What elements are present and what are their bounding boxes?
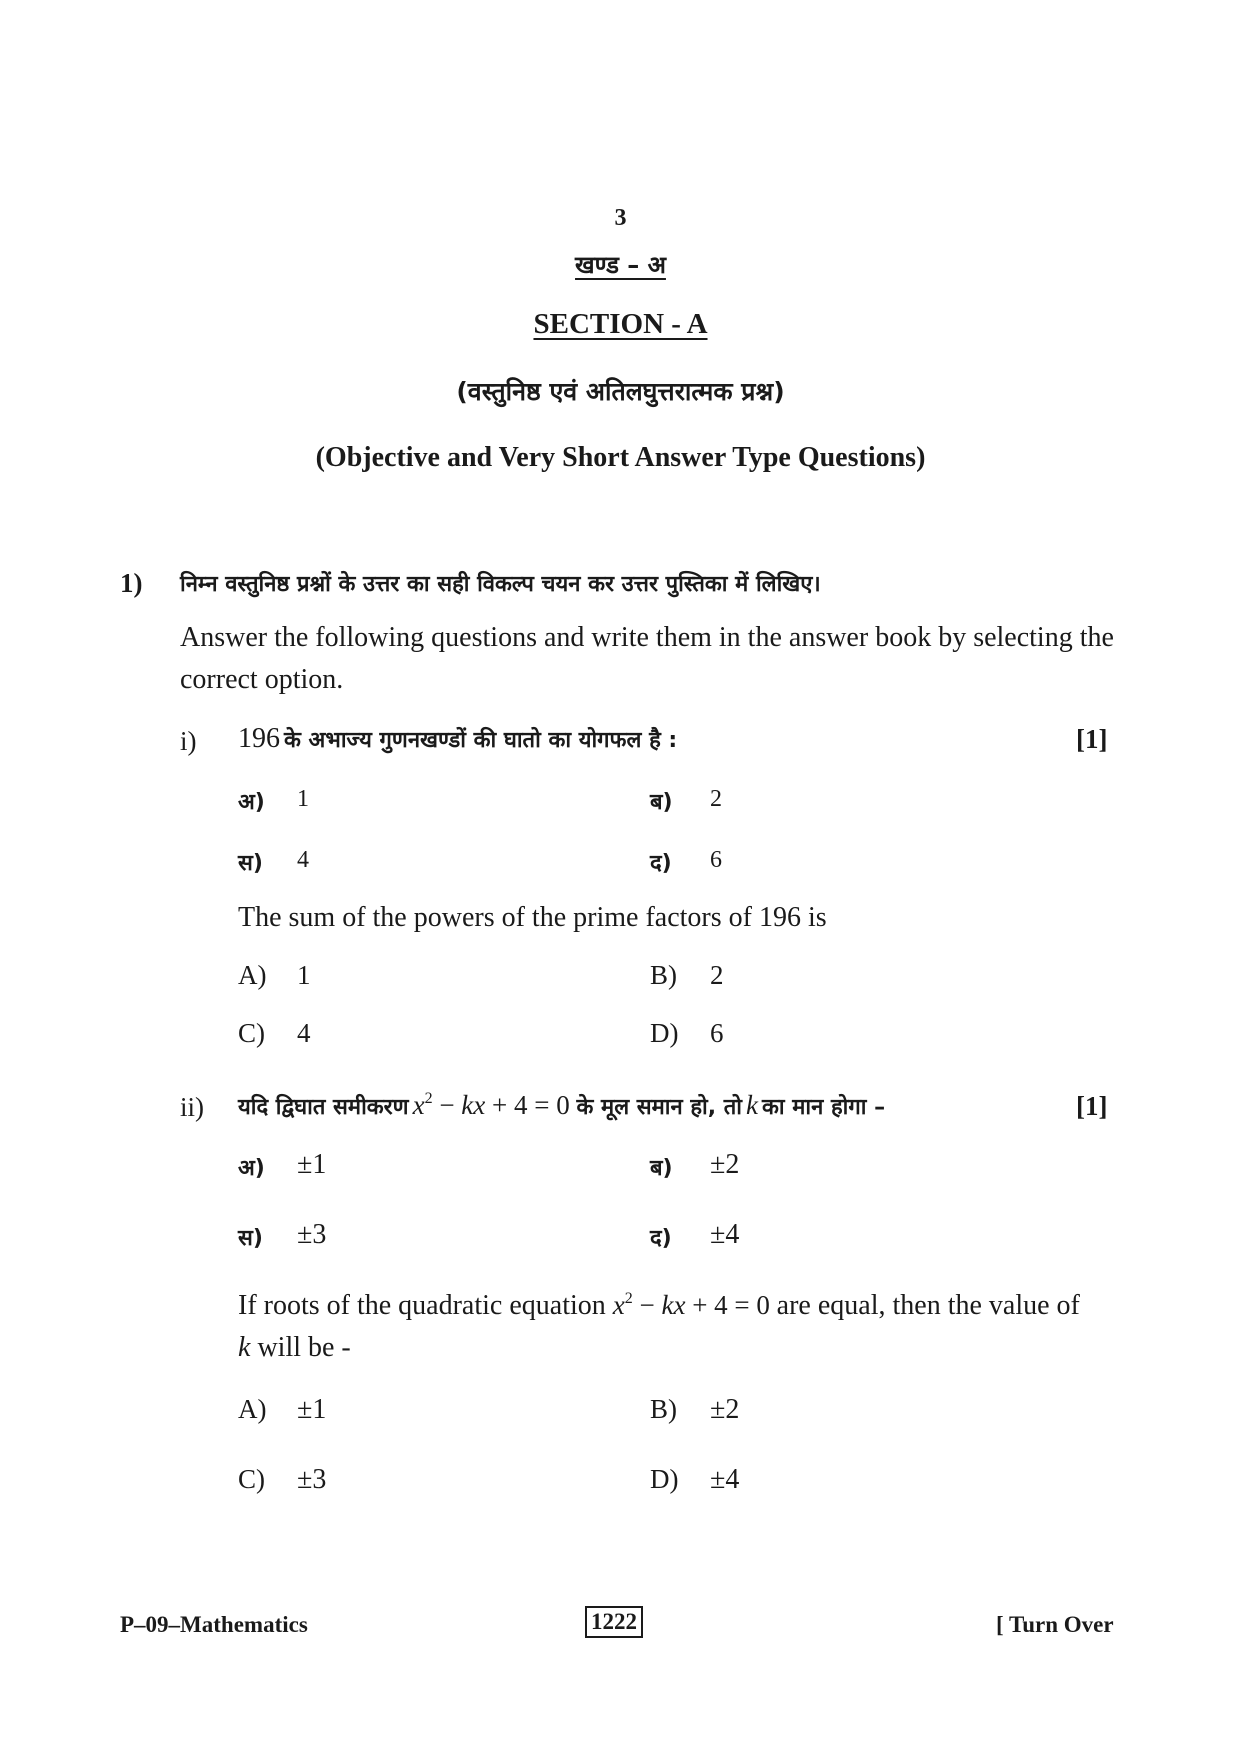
option-label-hindi: द) (650, 1226, 672, 1251)
footer-turn-over: [ Turn Over (996, 1612, 1114, 1637)
footer-center-code: 1222 (585, 1606, 643, 1638)
subquestion-i-hindi-text: के अभाज्य गुणनखण्डों की घातो का योगफल है : (284, 728, 678, 753)
subquestion-ii-hindi-end: का मान होगा – (762, 1095, 886, 1120)
section-title-english (0, 308, 1241, 341)
equation-var-x: x (412, 1090, 425, 1120)
option-value: 4 (297, 847, 309, 873)
option-label-english: C) (238, 1018, 265, 1048)
equation-var-k: k (461, 1090, 474, 1120)
option-label-hindi: द) (650, 851, 672, 876)
subquestion-ii-text-english-line2 (238, 1332, 351, 1364)
english-after: are equal, then the value of (776, 1290, 1080, 1321)
k-variable-text: k (238, 1332, 251, 1363)
page-number: 3 (614, 205, 627, 231)
option-label-english: D) (650, 1464, 679, 1494)
subtitle-english: (Objective and Very Short Answer Type Questions) (315, 442, 926, 473)
equation-var-k: k (661, 1290, 674, 1320)
equation-tail: + 4 = 0 (485, 1090, 570, 1120)
option-value: 1 (297, 786, 309, 812)
option-label-english: B) (650, 960, 677, 990)
k-variable-text: k (746, 1090, 758, 1120)
equation (413, 1090, 577, 1120)
subquestion-ii-hindi-before: यदि द्विघात समीकरण (238, 1095, 409, 1120)
option-value: 2 (710, 960, 724, 990)
option-label-english: A) (238, 960, 267, 990)
k-variable (746, 1090, 758, 1120)
option-label-english: B) (650, 1394, 677, 1424)
option-value: ±4 (710, 1464, 740, 1495)
option-label-english: A) (238, 1394, 267, 1424)
option-label-hindi: ब) (650, 1156, 673, 1181)
option-label-hindi: स) (238, 851, 263, 876)
option-value: ±1 (297, 1149, 327, 1180)
section-title-english-text: SECTION - A (533, 308, 708, 340)
equation-english (613, 1290, 777, 1320)
equation-var-x: x (612, 1290, 625, 1320)
subquestion-ii-marks: [1] (1076, 1091, 1108, 1121)
subquestion-i-text-english: The sum of the powers of the prime factors of 196 is (238, 902, 827, 933)
option-label-hindi: ब) (650, 790, 673, 815)
option-value: 6 (710, 847, 722, 873)
subquestion-ii-number: ii) (180, 1092, 204, 1122)
option-value: ±3 (297, 1464, 327, 1495)
option-label-hindi: स) (238, 1226, 263, 1251)
subquestion-ii-text-english (238, 1290, 1080, 1322)
instruction-hindi: निम्न वस्तुनिष्ठ प्रश्नों के उत्तर का सही विकल्प चयन कर उत्तर पुस्तिका में लिखिए। (180, 572, 821, 597)
subquestion-i-marks: [1] (1076, 724, 1108, 754)
option-value: ±3 (297, 1219, 327, 1250)
option-value: ±2 (710, 1394, 740, 1425)
equation-tail: + 4 = 0 (685, 1290, 770, 1320)
option-label-english: C) (238, 1464, 265, 1494)
option-value: 6 (710, 1018, 724, 1048)
option-value: 4 (297, 1018, 311, 1048)
english-before: If roots of the quadratic equation (238, 1290, 606, 1321)
equation-minus: − (632, 1290, 662, 1320)
section-title-hindi (0, 248, 1241, 281)
subquestion-ii-hindi-after: के मूल समान हो, तो (576, 1095, 743, 1120)
footer-paper-code: P–09–Mathematics (120, 1612, 308, 1637)
equation-minus: − (432, 1090, 462, 1120)
question-number: 1) (120, 568, 143, 598)
english-line2: will be - (250, 1332, 351, 1363)
equation-exponent: 2 (624, 1290, 633, 1307)
option-label-hindi: अ) (238, 790, 265, 815)
subquestion-i-number: i) (180, 726, 197, 756)
option-value: 1 (297, 960, 311, 990)
option-value: ±1 (297, 1394, 327, 1425)
equation-var-x2: x (673, 1290, 686, 1320)
instruction-english-line2: correct option. (180, 664, 344, 695)
section-title-hindi-text: खण्ड – अ (575, 251, 666, 279)
option-label-hindi: अ) (238, 1156, 265, 1181)
subtitle-hindi: (वस्तुनिष्ठ एवं अतिलघुत्तरात्मक प्रश्न) (456, 377, 785, 406)
option-value: 2 (710, 786, 722, 812)
subquestion-ii-text-hindi (238, 1090, 885, 1121)
instruction-english-line1: Answer the following questions and write them in the answer book by selecting the (180, 622, 1114, 653)
option-label-english: D) (650, 1018, 679, 1048)
subquestion-i-text-hindi (238, 723, 677, 755)
equation-var-x2: x (473, 1090, 486, 1120)
equation-exponent: 2 (424, 1090, 433, 1107)
option-value: ±2 (710, 1149, 740, 1180)
subquestion-i-lead-number: 196 (238, 723, 280, 754)
option-value: ±4 (710, 1219, 740, 1250)
